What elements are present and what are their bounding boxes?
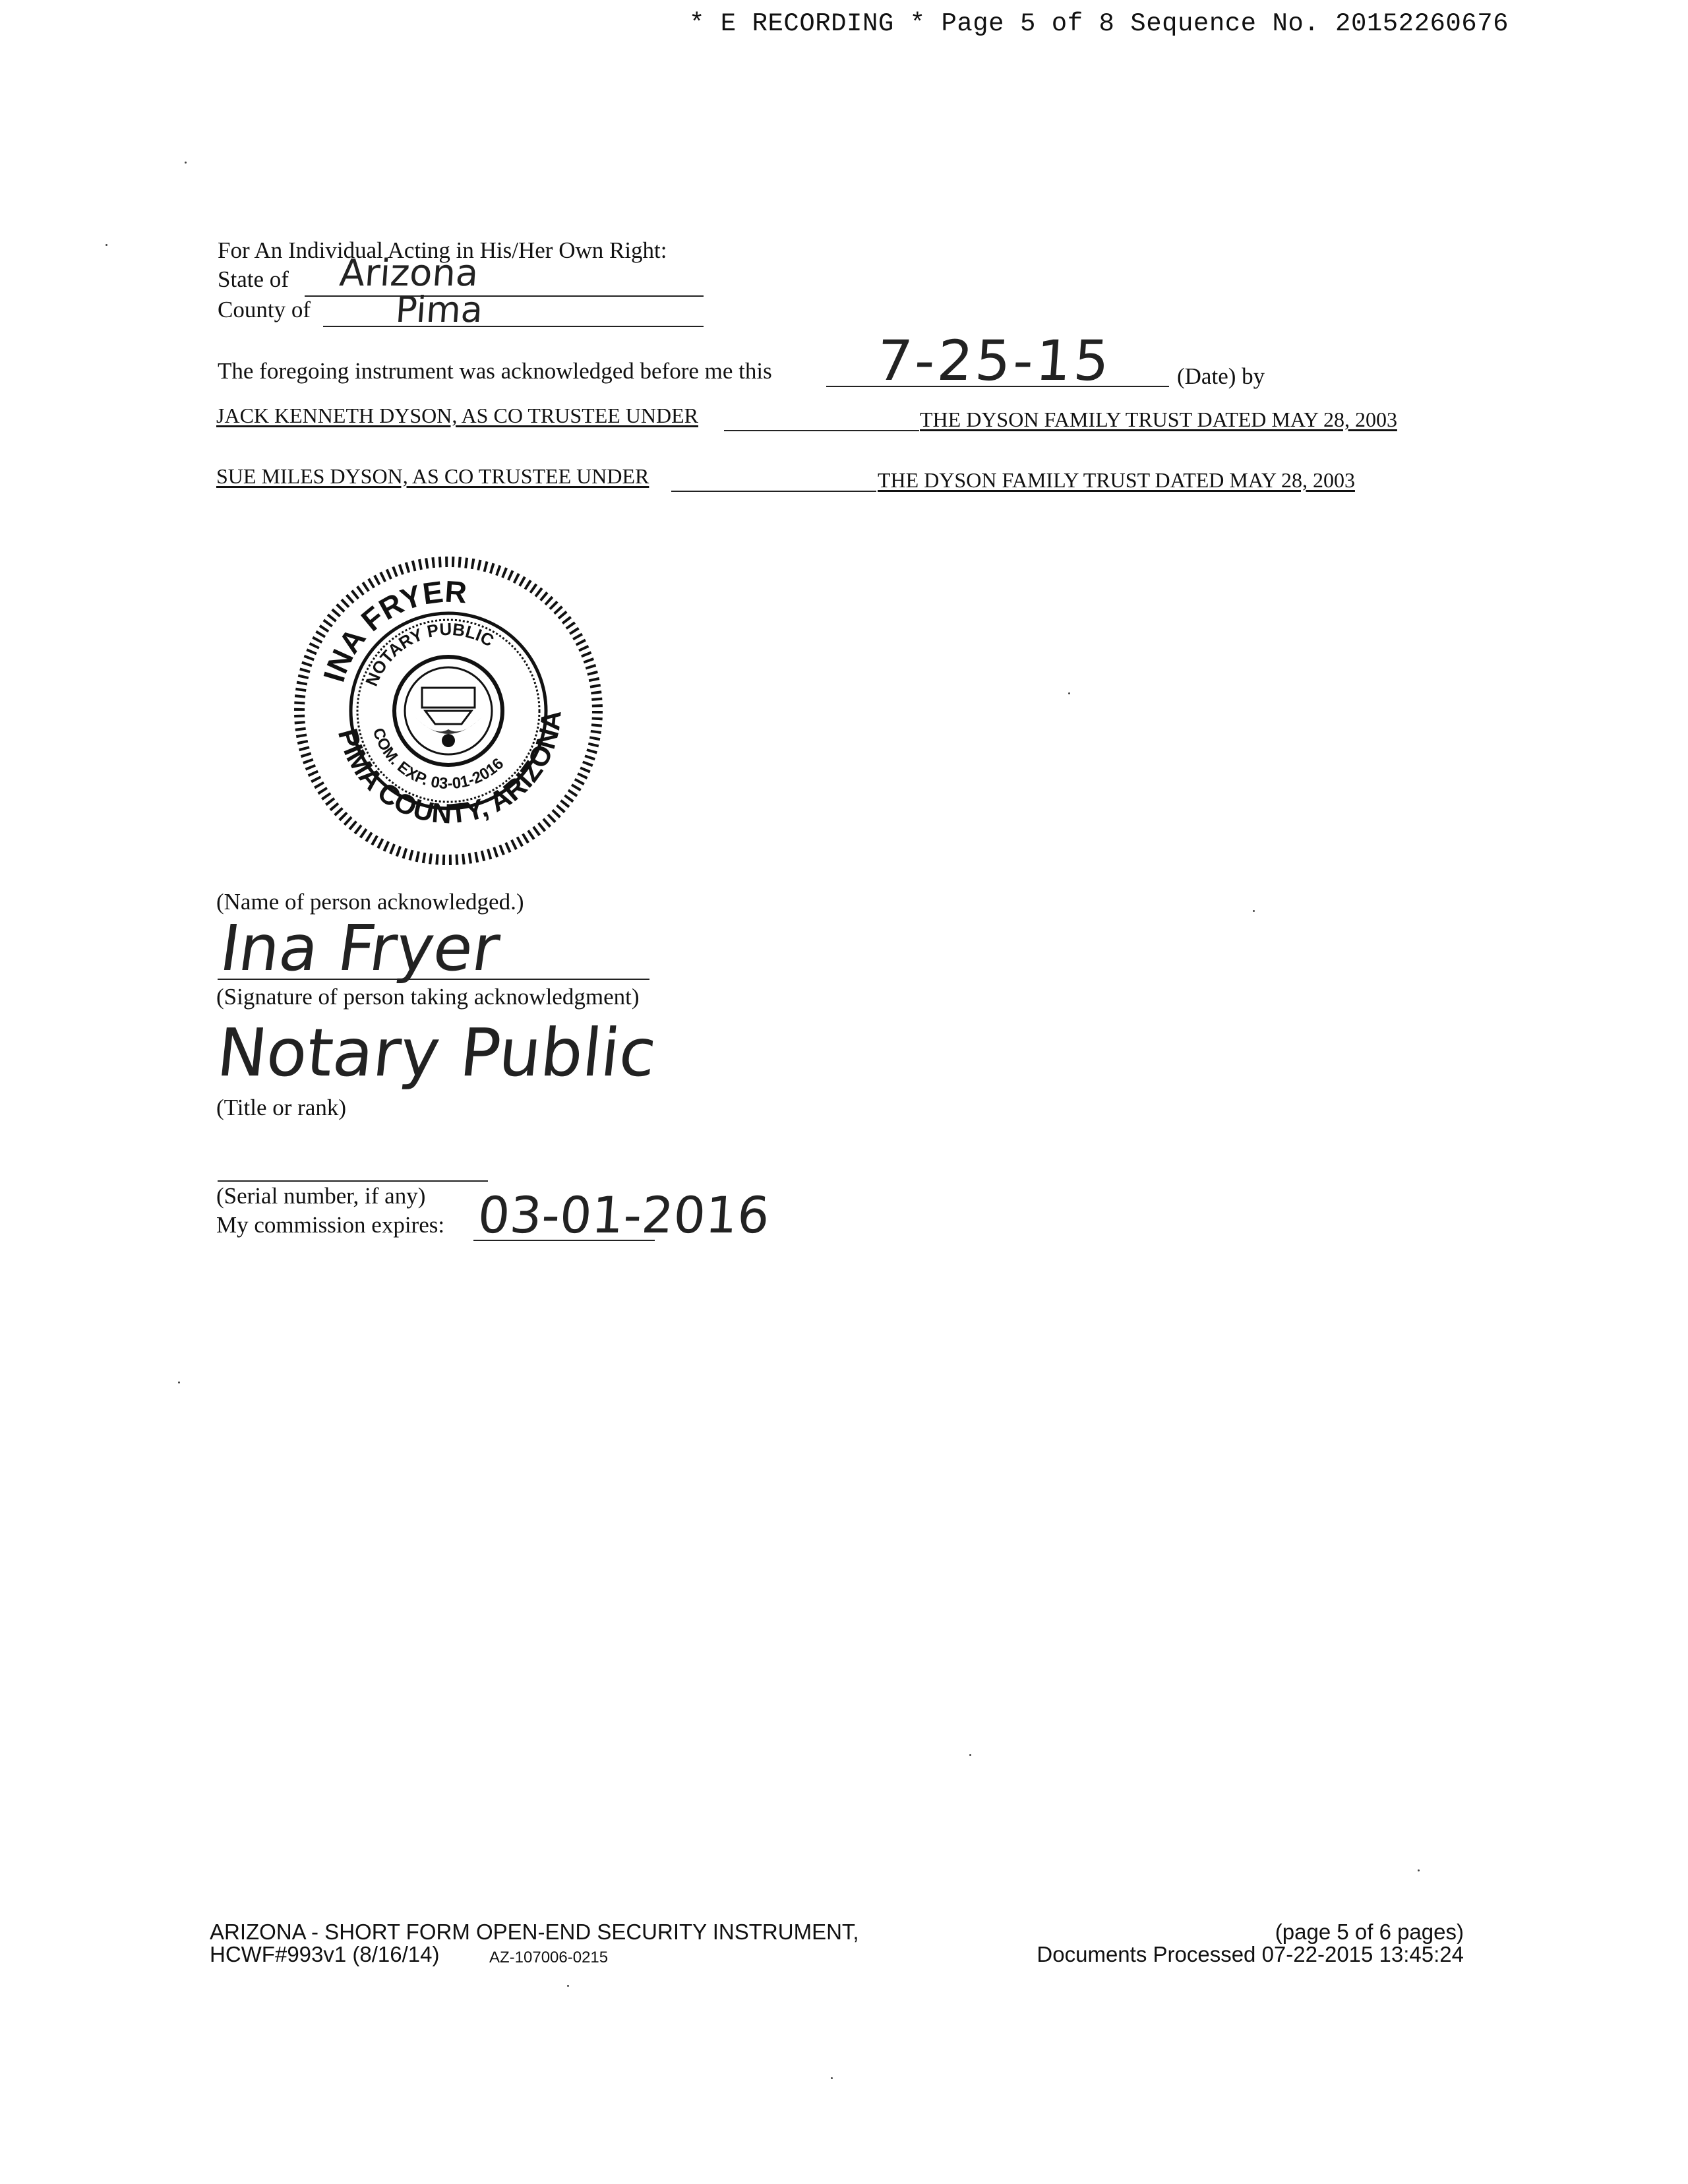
person1-trust: THE DYSON FAMILY TRUST DATED MAY 28, 2003	[920, 408, 1397, 431]
county-value: Pima	[394, 289, 485, 330]
form-code: HCWF#993v1 (8/16/14)	[210, 1942, 440, 1966]
scan-speck	[831, 2077, 833, 2079]
state-value: Arizona	[338, 252, 480, 295]
scan-speck	[185, 162, 187, 164]
signature-label: (Signature of person taking acknowledgment)	[216, 984, 640, 1010]
scan-speck	[1068, 692, 1070, 694]
processed-timestamp: Documents Processed 07-22-2015 13:45:24	[1037, 1942, 1464, 1966]
state-line	[305, 295, 704, 297]
scan-speck	[1418, 1869, 1420, 1871]
scan-speck	[1253, 910, 1255, 912]
seal-name: INA FRYER	[316, 574, 468, 686]
form-title: ARIZONA - SHORT FORM OPEN-END SECURITY INSTRUMENT,	[210, 1920, 859, 1944]
scan-speck	[969, 1754, 971, 1756]
name-acknowledged-label: (Name of person acknowledged.)	[216, 889, 524, 915]
commission-value: 03-01-2016	[475, 1186, 771, 1244]
date-suffix: (Date) by	[1177, 363, 1265, 389]
seal-notary: NOTARY PUBLIC	[361, 619, 498, 689]
scan-speck	[106, 244, 107, 246]
person2-name: SUE MILES DYSON, AS CO TRUSTEE UNDER	[216, 464, 649, 488]
notary-seal	[290, 553, 607, 869]
county-line	[323, 326, 704, 327]
serial-label: (Serial number, if any)	[216, 1183, 426, 1209]
county-label: County of	[218, 297, 311, 322]
title-label: (Title or rank)	[216, 1095, 347, 1120]
signature-line	[218, 979, 649, 980]
state-label: State of	[218, 266, 289, 292]
form-reference: AZ-107006-0215	[489, 1949, 609, 1966]
date-value: 7-25-15	[874, 328, 1114, 393]
foregoing-text: The foregoing instrument was acknowledged before me this	[218, 358, 772, 384]
commission-label: My commission expires:	[216, 1212, 445, 1238]
scan-speck	[178, 1381, 180, 1383]
seal-county: PIMA COUNTY, ARIZONA	[332, 709, 567, 830]
person1-gap-line	[724, 430, 919, 431]
person1-name: JACK KENNETH DYSON, AS CO TRUSTEE UNDER	[216, 404, 698, 427]
recording-header: * E RECORDING * Page 5 of 8 Sequence No. 20152260676	[689, 9, 1509, 38]
acknowledgment-heading: For An Individual Acting in His/Her Own Right:	[218, 237, 667, 263]
seal-expiry: COM. EXP. 03-01-2016	[369, 725, 508, 793]
scan-speck	[567, 1985, 569, 1987]
person2-trust: THE DYSON FAMILY TRUST DATED MAY 28, 2003	[878, 468, 1355, 492]
page-info: (page 5 of 6 pages)	[1275, 1920, 1464, 1944]
signature-value: Ina Fryer	[216, 911, 504, 985]
title-value: Notary Public	[213, 1014, 660, 1091]
person2-gap-line	[671, 491, 876, 492]
